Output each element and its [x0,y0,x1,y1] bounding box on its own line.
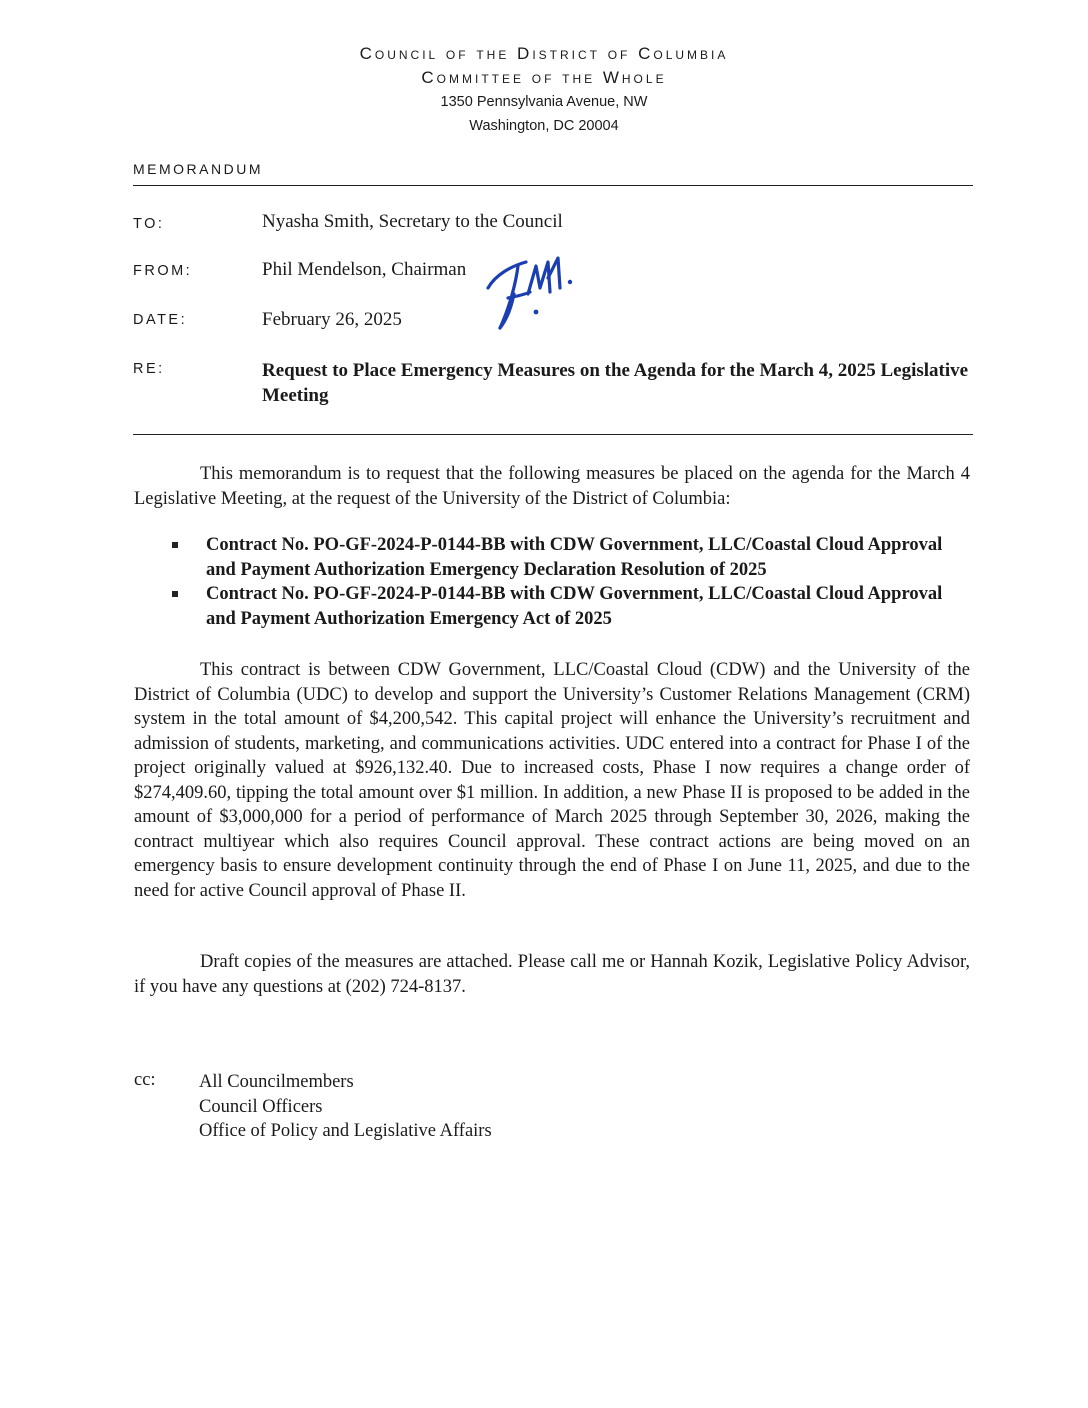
from-value: Phil Mendelson, Chairman [262,259,467,280]
contract-description-paragraph: This contract is between CDW Government, LLC/Coastal Cloud (CDW) and the University of the District of Columbia (UDC) to develop and support the University’s Customer Relations Management (CRM) system in the total amount of $4,200,542. This capital project will enhance the University’s recruitment and admission of students, marketing, and communications activities. UDC entered into a contract for Phase I of the project originally valued at $926,132.40. Due to increased costs, Phase I now requires a change order of $274,409.60, tipping the total amount over $1 million. In addition, a new Phase II is proposed to be added in the amount of $3,000,000 for a period of performance of March 2025 through September 30, 2026, making the contract multiyear which also requires Council approval. These contract actions are being moved on an emergency basis to ensure development continuity through the end of Phase I on June 11, 2025, and due to the need for active Council approval of Phase II. [134,660,970,901]
list-item: Office of Policy and Legislative Affairs [199,1121,492,1141]
square-bullet-icon [172,542,178,548]
re-label: RE: [133,361,165,377]
square-bullet-icon [172,591,178,597]
intro-paragraph: This memorandum is to request that the following measures be placed on the agenda for the March 4 Legislative Meeting, at the request of the University of the District of Columbia: [134,464,970,509]
header-bottom-divider [133,434,973,435]
cc-list [199,1070,492,1144]
header-top-divider [133,185,973,186]
date-value: February 26, 2025 [262,309,402,330]
letterhead [0,42,1088,138]
from-label: FROM: [133,263,193,279]
measure-title: Contract No. PO-GF-2024-P-0144-BB with CDW Government, LLC/Coastal Cloud Approval and Payment Authorization Emergency Declaration Resolution of 2025 [206,535,943,580]
measures-list [172,533,972,631]
date-label: DATE: [133,312,188,328]
list-item: All Councilmembers [199,1072,354,1092]
letterhead-council-name: Council of the District of Columbia [359,44,729,63]
re-value: Request to Place Emergency Measures on the Agenda for the March 4, 2025 Legislative Meeting [262,360,969,406]
to-value: Nyasha Smith, Secretary to the Council [262,211,563,232]
handwritten-initials-signature-icon [478,248,588,338]
cc-label: cc: [134,1070,156,1090]
list-item [172,582,972,631]
memorandum-label: MEMORANDUM [133,161,263,177]
letterhead-address-street: 1350 Pennsylvania Avenue, NW [440,94,648,110]
to-label: TO: [133,216,165,232]
letterhead-address-city: Washington, DC 20004 [469,118,619,134]
contact-paragraph: Draft copies of the measures are attached. Please call me or Hannah Kozik, Legislative Policy Advisor, if you have any questions at (202) 724-8137. [134,952,970,997]
list-item: Council Officers [199,1096,323,1117]
letterhead-committee-name: Committee of the Whole [421,68,667,87]
list-item [172,533,972,582]
measure-title: Contract No. PO-GF-2024-P-0144-BB with CDW Government, LLC/Coastal Cloud Approval and Payment Authorization Emergency Act of 2025 [206,584,943,629]
